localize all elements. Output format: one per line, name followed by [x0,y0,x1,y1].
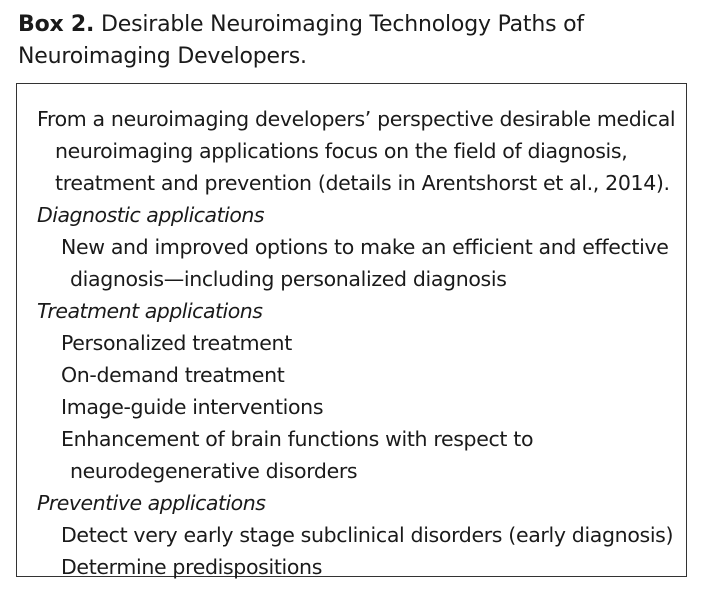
box-content [37,103,687,583]
list-item: Detect very early stage subclinical disorders (early diagnosis) [61,523,674,547]
intro-line: treatment and prevention (details in Arentshorst et al., 2014). [55,171,670,195]
section-diagnostic [37,199,687,295]
section-heading: Treatment applications [37,299,263,323]
list-item-continuation: diagnosis—including personalized diagnosis [70,267,507,291]
intro-paragraph [37,103,687,199]
section-treatment [37,295,687,487]
list-item-continuation: neurodegenerative disorders [70,459,358,483]
box-caption [18,10,698,74]
caption-line-2: Neuroimaging Developers. [18,44,307,69]
caption-label: Box 2. [18,12,95,37]
section-preventive [37,487,687,583]
caption-title-part-1: Desirable Neuroimaging Technology Paths of [101,12,584,37]
section-heading: Diagnostic applications [37,203,265,227]
list-item: Image-guide interventions [61,395,324,419]
content-box [16,83,687,577]
list-item: Personalized treatment [61,331,292,355]
list-item: New and improved options to make an efficient and effective [61,235,669,259]
intro-line: neuroimaging applications focus on the field of diagnosis, [55,139,628,163]
list-item: Enhancement of brain functions with respect to [61,427,534,451]
list-item: Determine predispositions [61,555,323,579]
section-heading: Preventive applications [37,491,266,515]
list-item: On-demand treatment [61,363,285,387]
caption-line-1 [18,10,698,42]
intro-line: From a neuroimaging developers’ perspective desirable medical [37,107,676,131]
